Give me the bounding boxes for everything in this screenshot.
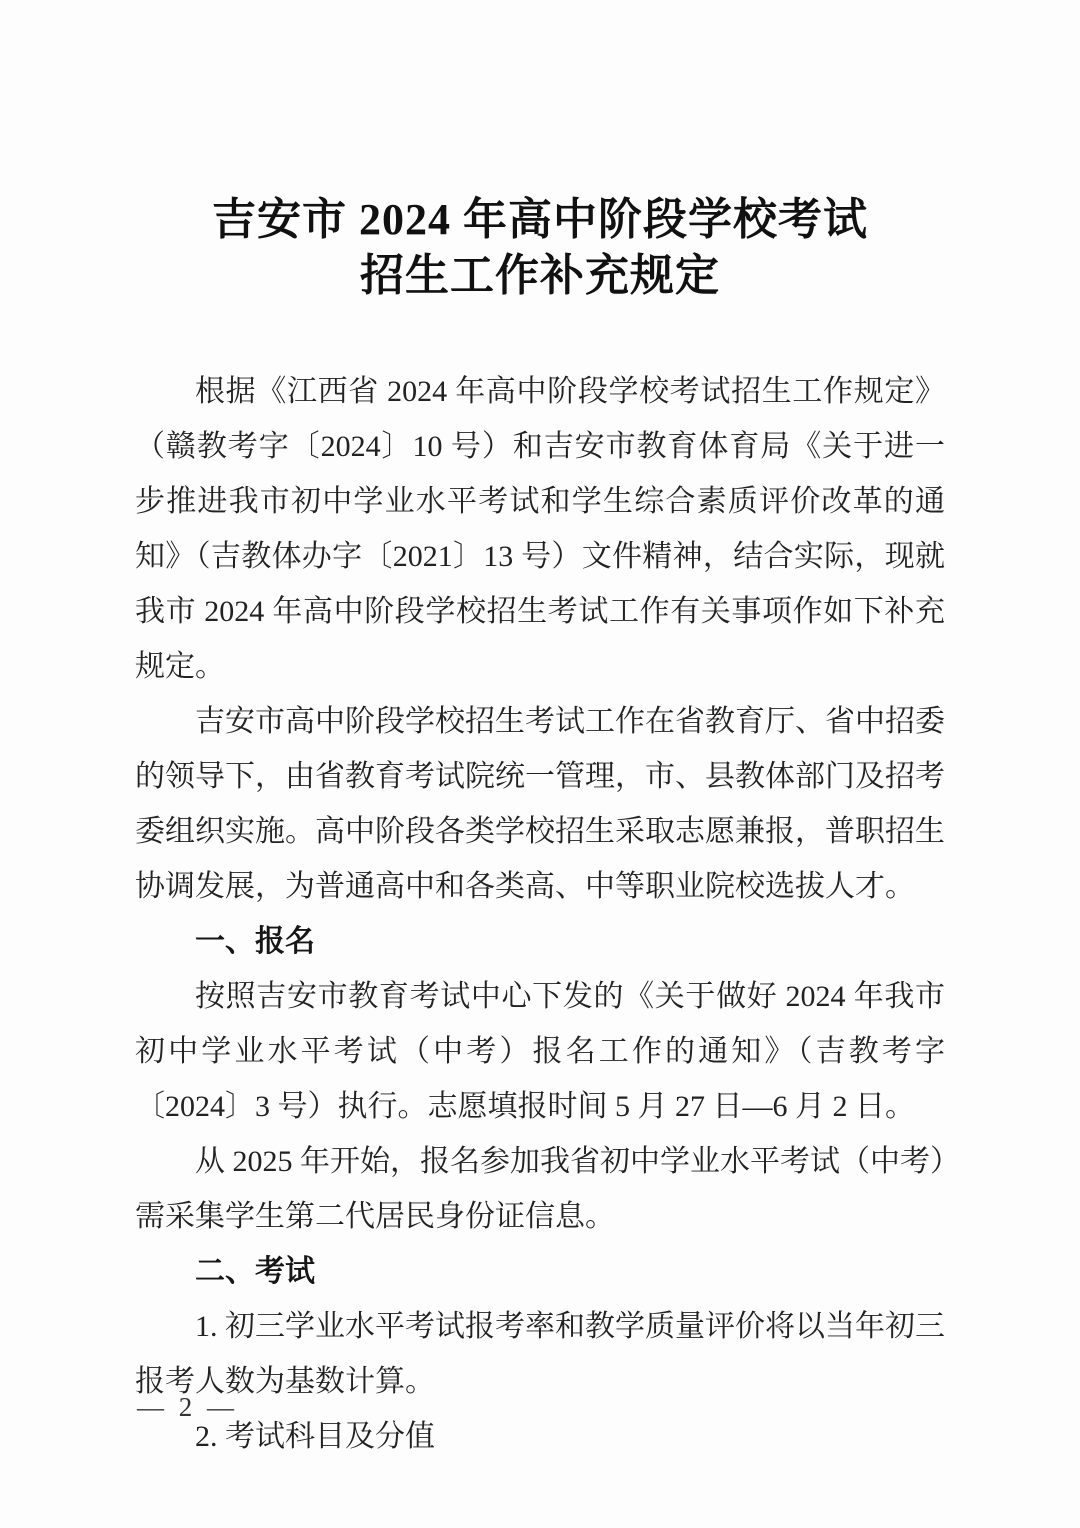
document-title	[0, 0, 1080, 304]
paragraph-administration: 吉安市高中阶段学校招生考试工作在省教育厅、省中招委的领导下，由省教育考试院统一管理，市、县教体部门及招考委组织实施。高中阶段各类学校招生采取志愿兼报，普职招生协调发展，为普通高中和各类高、中等职业院校选拔人才。	[135, 705, 945, 903]
section-heading-registration: 一、报名	[195, 925, 315, 958]
page-number-footer	[137, 1392, 238, 1422]
paragraph-registration-notice: 按照吉安市教育考试中心下发的《关于做好 2024 年我市初中学业水平考试（中考）报名工作的通知》（吉教考字〔2024〕3 号）执行。志愿填报时间 5 月 27 日—6 月 2 日。	[135, 980, 945, 1123]
section-heading-examination: 二、考试	[195, 1255, 315, 1288]
paragraph-basis: 根据《江西省 2024 年高中阶段学校考试招生工作规定》（赣教考字〔2024〕10 号）和吉安市教育体育局《关于进一步推进我市初中学业水平考试和学生综合素质评价改革的通知》（吉教体办字〔2021〕13 号）文件精神，结合实际，现就我市 2024 年高中阶段学校招生考试工作有关事项作如下补充规定。	[135, 375, 945, 683]
paragraph-exam-rate-basis: 1. 初三学业水平考试报考率和教学质量评价将以当年初三报考人数为基数计算。	[135, 1310, 945, 1398]
title-line-2: 招生工作补充规定	[360, 251, 720, 300]
paragraph-id-card-requirement: 从 2025 年开始，报名参加我省初中学业水平考试（中考）需采集学生第二代居民身份证信息。	[135, 1145, 945, 1233]
page-number: — 2 —	[137, 1392, 238, 1422]
paragraph-exam-subjects: 2. 考试科目及分值	[195, 1420, 435, 1453]
title-line-1: 吉安市 2024 年高中阶段学校考试	[212, 195, 868, 244]
document-body	[135, 364, 945, 1464]
